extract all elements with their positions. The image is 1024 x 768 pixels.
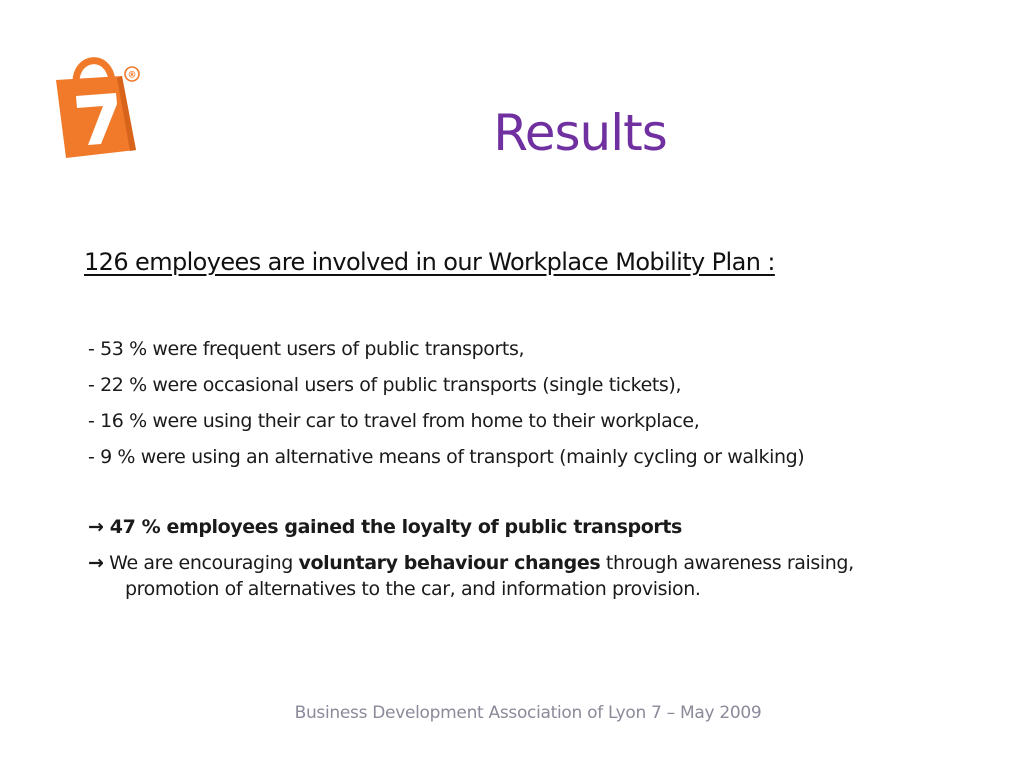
conclusion-encouraging [88,550,958,576]
list-item: - 9 % were using an alternative means of transport (mainly cycling or walking) [88,446,805,468]
list-item: - 22 % were occasional users of public transports (single tickets), [88,374,682,396]
stats-list [88,336,804,480]
conclusion-loyalty [88,514,958,540]
shopping-bag-logo-icon [46,46,146,162]
list-item: - 53 % were frequent users of public transports, [88,338,525,360]
right-arrow-icon: → [88,552,104,574]
conclusion-emphasis: voluntary behaviour changes [298,552,601,574]
page-title: Results [493,104,667,162]
conclusion-loyalty-text: 47 % employees gained the loyalty of public transports [103,516,682,538]
conclusion-prefix: We are encouraging [103,552,299,574]
list-item: - 16 % were using their car to travel from home to their workplace, [88,410,700,432]
footer: Business Development Association of Lyon 7 – May 2009 [294,703,762,723]
subtitle: 126 employees are involved in our Workplace Mobility Plan : [84,248,775,276]
right-arrow-icon: → [88,516,104,538]
registered-mark: ® [127,70,137,81]
conclusion-suffix: through awareness raising, [600,552,854,574]
conclusion-continuation: promotion of alternatives to the car, and information provision. [125,578,701,600]
conclusions [88,514,958,602]
